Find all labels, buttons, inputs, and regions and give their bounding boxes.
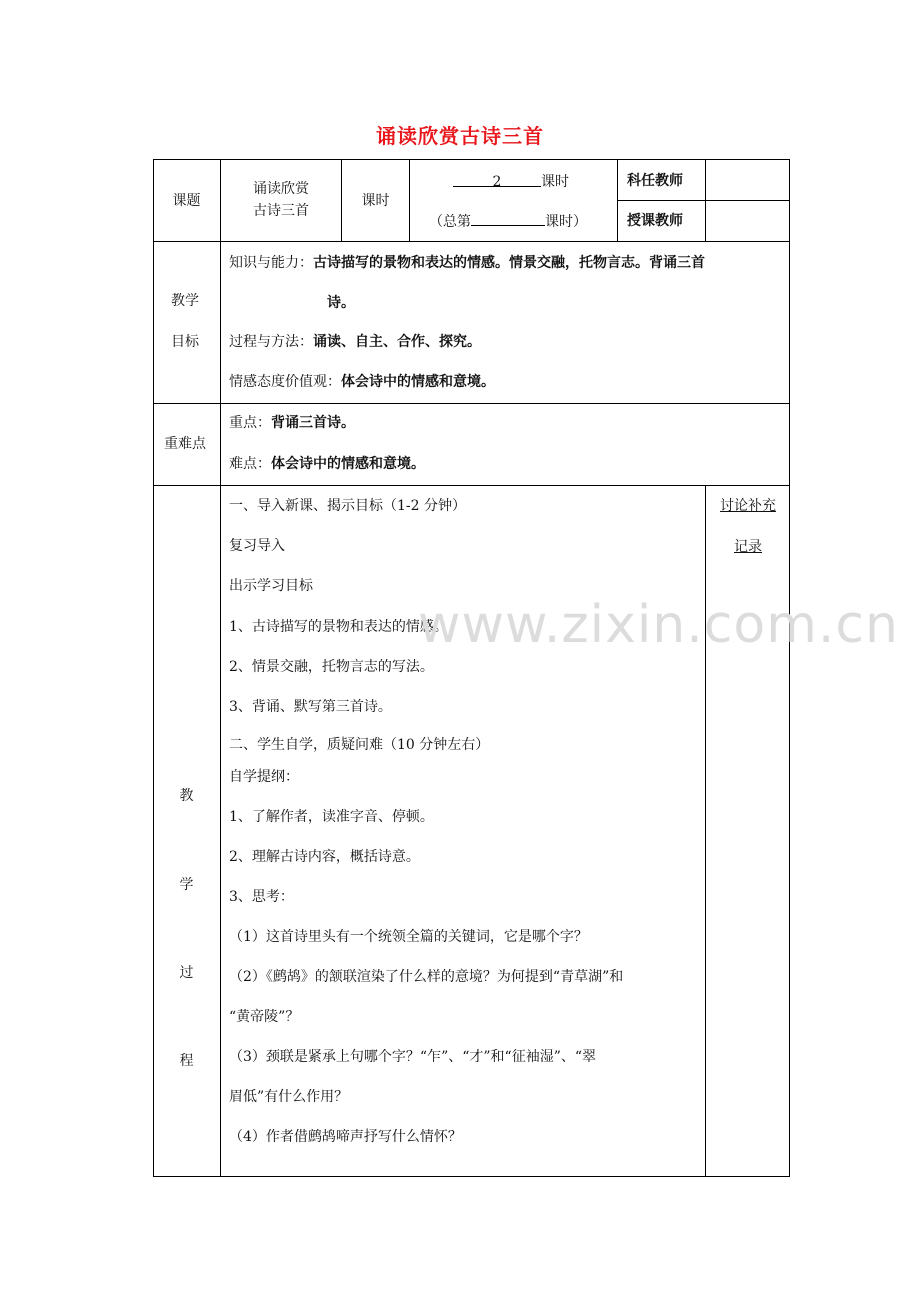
goals-row-divider — [153, 403, 790, 404]
hard-label: 难点： — [229, 456, 271, 472]
emotion-text: 体会诗中的情感和意境。 — [341, 374, 495, 390]
notes-column-divider — [705, 485, 706, 1176]
process-line: （1）这首诗里头有一个统领全篇的关键词，它是哪个字？ — [229, 929, 588, 945]
process-label-char: 过 — [179, 965, 194, 981]
goal-emotion — [229, 372, 495, 392]
document-title: 诵读欣赏古诗三首 — [376, 124, 544, 148]
goal-process — [229, 332, 481, 352]
watermark: www.zixin.com.cn — [418, 595, 899, 655]
process-line: 2、理解古诗内容，概括诗意。 — [229, 849, 420, 865]
hard-text: 体会诗中的情感和意境。 — [271, 456, 425, 472]
process-line: 自学提纲： — [229, 769, 299, 785]
lesson-teacher-label: 授课教师 — [627, 213, 683, 229]
label-column-divider — [220, 159, 221, 1177]
hours-count — [453, 172, 569, 192]
header-row-divider — [153, 241, 790, 242]
key-text: 背诵三首诗。 — [271, 415, 355, 431]
process-text: 诵读、自主、合作、探究。 — [313, 334, 481, 350]
lesson-plan-table — [153, 159, 790, 1177]
knowledge-text-continued: 诗。 — [327, 295, 355, 311]
process-label-char: 学 — [179, 877, 194, 893]
goals-label-line1: 教学 — [171, 293, 199, 309]
process-label-char: 程 — [179, 1053, 194, 1069]
process-line: （2）《鹧鸪》的颔联渲染了什么样的意境？为何提到“青草湖”和 — [229, 969, 624, 985]
process-line: 二、学生自学，质疑问难（10 分钟左右） — [229, 737, 490, 753]
goal-knowledge — [229, 253, 705, 273]
process-label-char: 教 — [179, 788, 194, 804]
process-label: 过程与方法： — [229, 334, 313, 350]
teacher-value-divider — [705, 159, 706, 241]
process-line: 出示学习目标 — [229, 578, 313, 594]
hours-column-divider — [409, 159, 410, 241]
table-border-right — [789, 159, 790, 1177]
knowledge-text: 古诗描写的景物和表达的情感。情景交融，托物言志。背诵三首 — [313, 255, 705, 271]
process-line: 一、导入新课、揭示目标（1-2 分钟） — [229, 498, 466, 514]
process-line: 1、古诗描写的景物和表达的情感。 — [229, 619, 448, 635]
teacher-label-divider — [617, 159, 618, 241]
process-line: （3）颈联是紧承上句哪个字？“乍”、“才”和“征袖湿”、“翠 — [229, 1049, 597, 1065]
knowledge-label: 知识与能力： — [229, 255, 313, 271]
process-line: （4）作者借鹧鸪啼声抒写什么情怀？ — [229, 1129, 462, 1145]
emotion-label: 情感态度价值观： — [229, 374, 341, 390]
hard-point — [229, 454, 425, 474]
process-line: 3、背诵、默写第三首诗。 — [229, 699, 392, 715]
hours-number: 2 — [453, 172, 541, 187]
topic-label: 课题 — [172, 193, 201, 209]
topic-value-cell — [221, 159, 341, 241]
process-line: 2、情景交融，托物言志的写法。 — [229, 659, 434, 675]
teacher-row-divider — [617, 200, 790, 201]
topic-value-line2: 古诗三首 — [253, 203, 309, 219]
process-line: 1、了解作者，读准字音、停顿。 — [229, 809, 434, 825]
total-prefix: （总第 — [429, 214, 471, 230]
key-label: 重点： — [229, 415, 271, 431]
process-line: 眉低”有什么作用？ — [229, 1089, 349, 1105]
table-border-bottom — [153, 1176, 790, 1177]
key-point — [229, 413, 355, 433]
topic-value-line1: 诵读欣赏 — [253, 181, 309, 197]
process-line: “黄帝陵”？ — [229, 1009, 300, 1025]
hours-label-cell — [342, 159, 409, 241]
topic-label-cell — [153, 159, 220, 241]
total-blank — [471, 211, 545, 226]
discussion-notes-line1: 讨论补充 — [720, 498, 776, 514]
discussion-notes-line2: 记录 — [734, 539, 762, 555]
table-border-left — [153, 159, 154, 1177]
goals-label-line2: 目标 — [171, 334, 199, 350]
hours-label: 课时 — [361, 193, 390, 209]
hours-unit: 课时 — [541, 174, 569, 190]
process-line: 复习导入 — [229, 538, 285, 554]
process-line: 3、思考： — [229, 889, 294, 905]
subject-teacher-label: 科任教师 — [627, 173, 683, 189]
total-suffix: 课时） — [545, 214, 587, 230]
difficulty-row-divider — [153, 485, 790, 486]
difficulty-label: 重难点 — [164, 436, 206, 452]
hours-total — [429, 211, 587, 232]
